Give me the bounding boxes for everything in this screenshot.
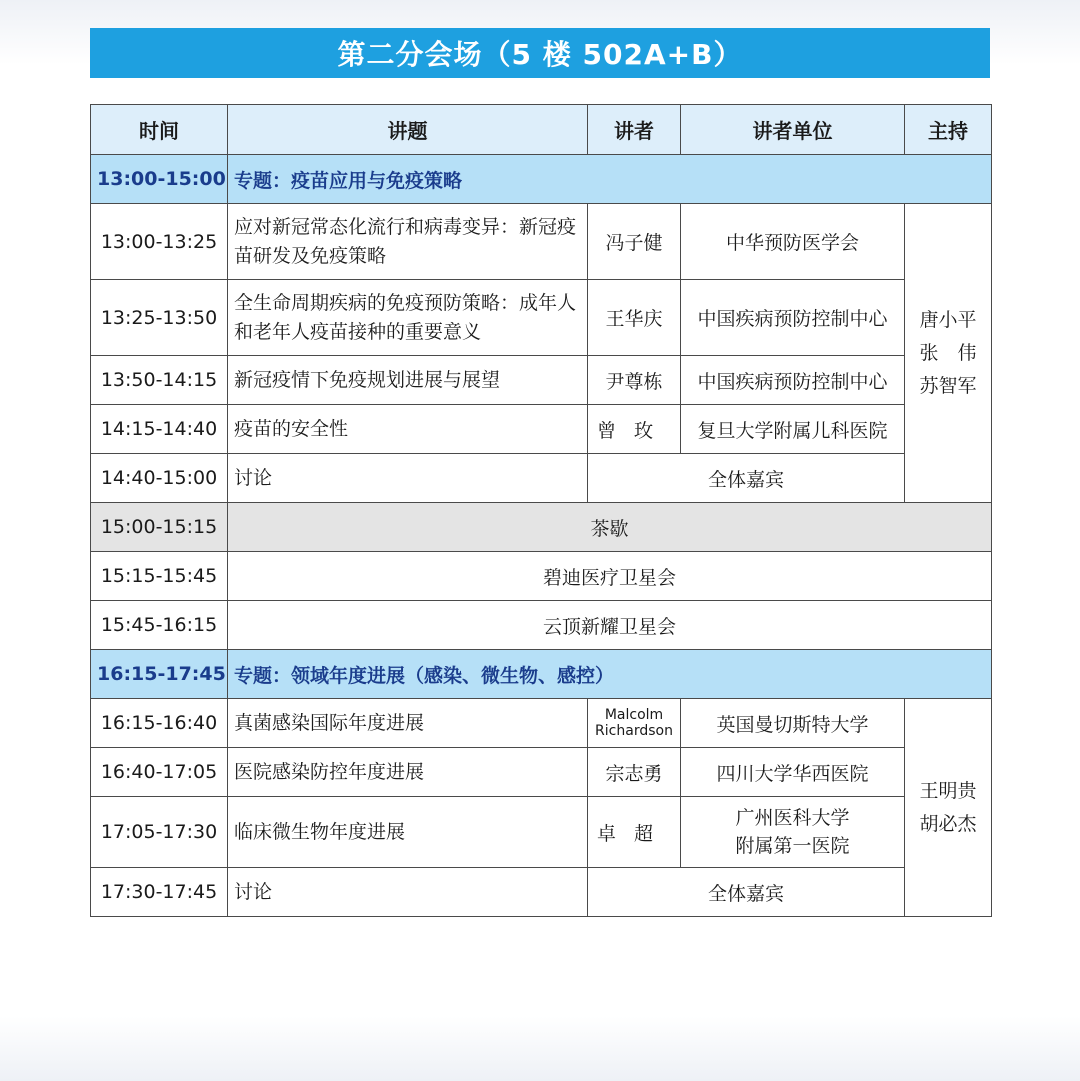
table-row: [91, 748, 992, 797]
satellite-row: [91, 601, 992, 650]
chair-name: 张 伟: [919, 341, 977, 364]
header-chair: 主持: [905, 105, 992, 155]
table-row: [91, 356, 992, 405]
table-row: [91, 454, 992, 503]
section-row: [91, 155, 992, 204]
row-speaker: 卓超: [588, 797, 681, 868]
header-topic: 讲题: [228, 105, 588, 155]
satellite-time: 15:45-16:15: [91, 601, 228, 650]
section-title: 专题：疫苗应用与免疫策略: [228, 155, 992, 204]
row-speaker: 曾玫: [588, 405, 681, 454]
row-affiliation: 中华预防医学会: [681, 204, 905, 280]
row-affiliation: 英国曼切斯特大学: [681, 699, 905, 748]
row-topic: 真菌感染国际年度进展: [228, 699, 588, 748]
row-speaker-all: 全体嘉宾: [588, 868, 905, 917]
table-row: [91, 699, 992, 748]
chair-cell: [905, 699, 992, 917]
header-speaker: 讲者: [588, 105, 681, 155]
table-row: [91, 204, 992, 280]
break-label: 茶歇: [228, 503, 992, 552]
affiliation-line: 附属第一医院: [735, 835, 850, 857]
chair-name: 王明贵: [919, 779, 977, 802]
table-row: [91, 868, 992, 917]
break-time: 15:00-15:15: [91, 503, 228, 552]
affiliation-line: 广州医科大学: [735, 807, 850, 829]
table-row: [91, 405, 992, 454]
row-topic: 讨论: [228, 868, 588, 917]
row-speaker: 尹尊栋: [588, 356, 681, 405]
row-speaker-all: 全体嘉宾: [588, 454, 905, 503]
header-affiliation: 讲者单位: [681, 105, 905, 155]
section-title: 专题：领域年度进展（感染、微生物、感控）: [228, 650, 992, 699]
row-affiliation: 四川大学华西医院: [681, 748, 905, 797]
row-speaker: 宗志勇: [588, 748, 681, 797]
row-topic: 疫苗的安全性: [228, 405, 588, 454]
header-row: [91, 105, 992, 155]
session-banner: [90, 28, 990, 78]
header-time: 时间: [91, 105, 228, 155]
satellite-row: [91, 552, 992, 601]
row-topic: 医院感染防控年度进展: [228, 748, 588, 797]
row-topic: 临床微生物年度进展: [228, 797, 588, 868]
chair-name: 胡必杰: [919, 812, 977, 835]
row-speaker: 冯子健: [588, 204, 681, 280]
row-time: 14:15-14:40: [91, 405, 228, 454]
chair-cell: [905, 204, 992, 503]
row-time: 17:05-17:30: [91, 797, 228, 868]
row-time: 17:30-17:45: [91, 868, 228, 917]
row-topic: 新冠疫情下免疫规划进展与展望: [228, 356, 588, 405]
satellite-label: 云顶新耀卫星会: [228, 601, 992, 650]
row-speaker: [588, 699, 681, 748]
break-row: [91, 503, 992, 552]
row-time: 16:15-16:40: [91, 699, 228, 748]
row-topic: 全生命周期疾病的免疫预防策略：成年人和老年人疫苗接种的重要意义: [228, 280, 588, 356]
section-time: 16:15-17:45: [91, 650, 228, 699]
table-row: [91, 280, 992, 356]
row-affiliation: 复旦大学附属儿科医院: [681, 405, 905, 454]
row-topic: 应对新冠常态化流行和病毒变异：新冠疫苗研发及免疫策略: [228, 204, 588, 280]
section-row: [91, 650, 992, 699]
chair-name: 苏智军: [919, 374, 977, 397]
speaker-first-name: Malcolm: [604, 707, 664, 723]
chair-name: 唐小平: [919, 308, 977, 331]
section-time: 13:00-15:00: [91, 155, 228, 204]
row-affiliation: [681, 797, 905, 868]
satellite-label: 碧迪医疗卫星会: [228, 552, 992, 601]
satellite-time: 15:15-15:45: [91, 552, 228, 601]
row-speaker: 王华庆: [588, 280, 681, 356]
row-time: 13:00-13:25: [91, 204, 228, 280]
row-affiliation: 中国疾病预防控制中心: [681, 356, 905, 405]
row-time: 16:40-17:05: [91, 748, 228, 797]
speaker-last-name: Richardson: [595, 723, 673, 739]
row-topic: 讨论: [228, 454, 588, 503]
row-affiliation: 中国疾病预防控制中心: [681, 280, 905, 356]
table-row: [91, 797, 992, 868]
session-title: 第二分会场（5 楼 502A+B）: [337, 38, 743, 71]
row-time: 14:40-15:00: [91, 454, 228, 503]
row-time: 13:50-14:15: [91, 356, 228, 405]
row-time: 13:25-13:50: [91, 280, 228, 356]
schedule-table: [90, 104, 992, 917]
